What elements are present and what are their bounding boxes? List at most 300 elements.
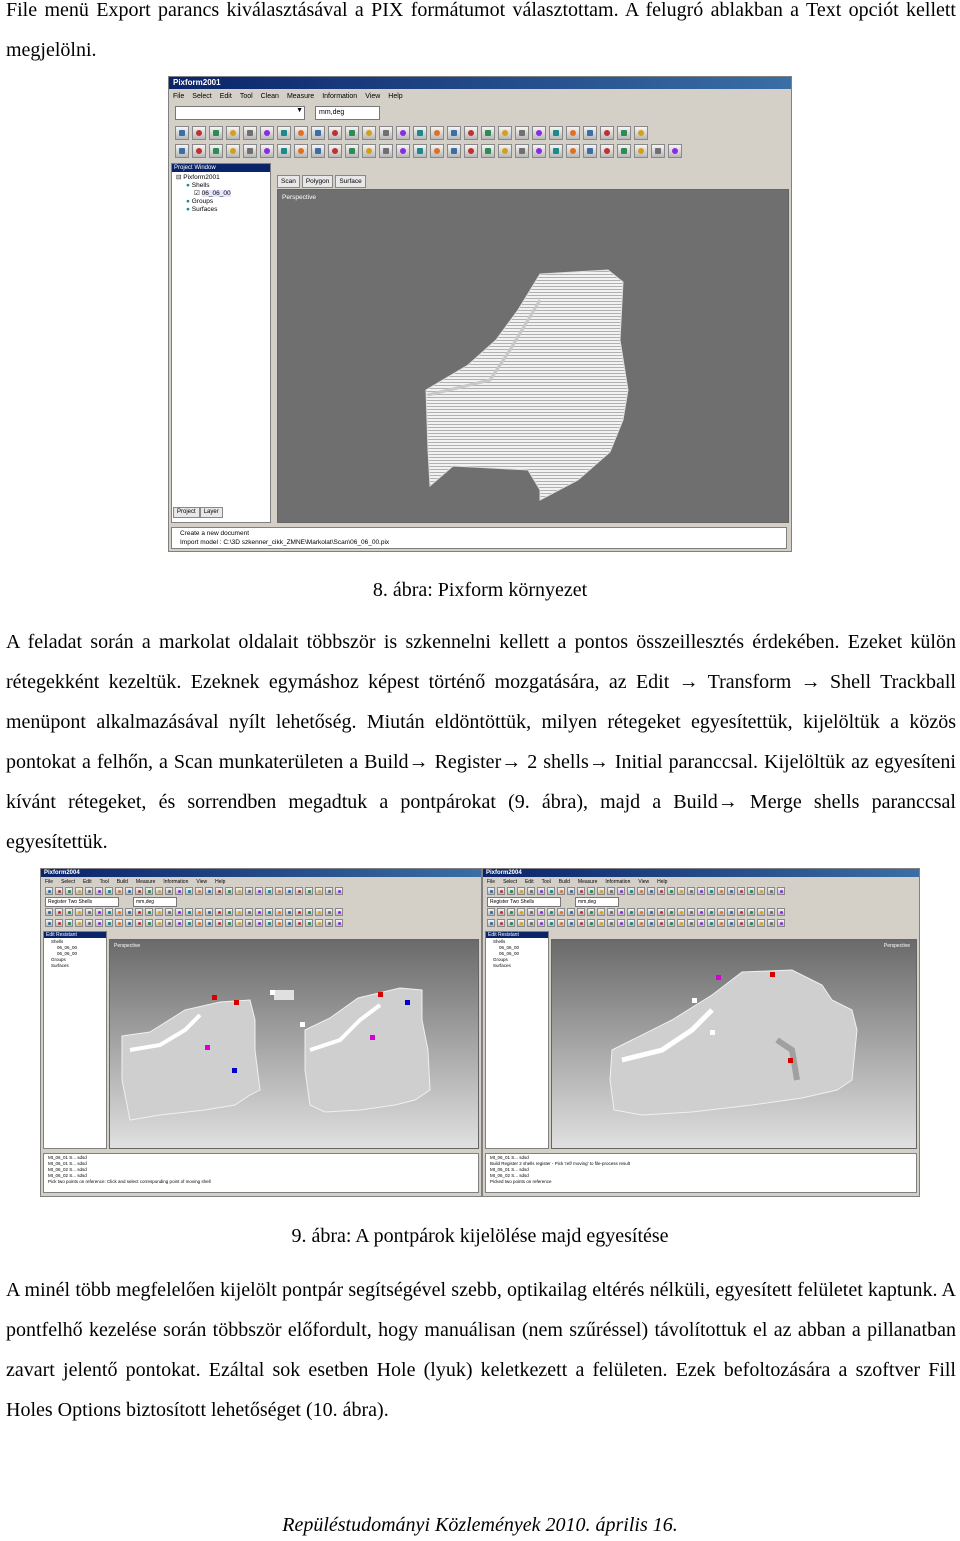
- toolbar-button[interactable]: [285, 908, 293, 916]
- toolbar-button[interactable]: [697, 919, 705, 927]
- toolbar-button[interactable]: [687, 887, 695, 895]
- toolbar-button[interactable]: [115, 908, 123, 916]
- toolbar-button[interactable]: [265, 887, 273, 895]
- toolbar-button[interactable]: [767, 908, 775, 916]
- toolbar-button[interactable]: [657, 919, 665, 927]
- toolbar-button[interactable]: [667, 908, 675, 916]
- toolbar-button[interactable]: [677, 887, 685, 895]
- menu-item-measure[interactable]: Measure: [577, 879, 598, 885]
- toolbar-button[interactable]: [275, 908, 283, 916]
- toolbar-button[interactable]: [311, 144, 325, 158]
- toolbar-button[interactable]: [335, 919, 343, 927]
- toolbar-button[interactable]: [75, 919, 83, 927]
- toolbar-button[interactable]: [747, 908, 755, 916]
- units-combo[interactable]: [175, 106, 305, 120]
- toolbar-button[interactable]: [192, 144, 206, 158]
- toolbar-button[interactable]: [600, 144, 614, 158]
- toolbar-button[interactable]: [245, 908, 253, 916]
- toolbar-button[interactable]: [687, 908, 695, 916]
- toolbar-button[interactable]: [687, 919, 695, 927]
- point-marker[interactable]: [692, 998, 697, 1003]
- toolbar-button[interactable]: [115, 919, 123, 927]
- menu-item-file[interactable]: File: [173, 93, 185, 100]
- toolbar-button[interactable]: [567, 887, 575, 895]
- toolbar-button[interactable]: [677, 919, 685, 927]
- toolbar-button[interactable]: [305, 919, 313, 927]
- point-marker[interactable]: [270, 990, 275, 995]
- toolbar-button[interactable]: [517, 919, 525, 927]
- menu-item-build[interactable]: Build: [116, 879, 128, 885]
- toolbar-button[interactable]: [192, 126, 206, 140]
- toolbar-button[interactable]: [328, 126, 342, 140]
- toolbar-button[interactable]: [215, 908, 223, 916]
- tree-item[interactable]: ⊟ Pixform2001: [176, 174, 220, 181]
- toolbar-button[interactable]: [707, 908, 715, 916]
- toolbar-button[interactable]: [255, 908, 263, 916]
- tab-layer[interactable]: Layer: [200, 507, 223, 518]
- toolbar-button[interactable]: [627, 908, 635, 916]
- toolbar-button[interactable]: [487, 919, 495, 927]
- toolbar-button[interactable]: [607, 919, 615, 927]
- menu-item-measure[interactable]: Measure: [135, 879, 156, 885]
- toolbar-button[interactable]: [498, 144, 512, 158]
- toolbar-button[interactable]: [294, 126, 308, 140]
- tab-surface[interactable]: Surface: [335, 175, 365, 188]
- units-field[interactable]: mm,deg: [315, 106, 380, 120]
- perspective-viewport[interactable]: [277, 189, 789, 523]
- menu-item-tool[interactable]: Tool: [99, 879, 109, 885]
- toolbar-button[interactable]: [328, 144, 342, 158]
- toolbar-button[interactable]: [65, 908, 73, 916]
- toolbar-button[interactable]: [275, 887, 283, 895]
- toolbar-button[interactable]: [487, 887, 495, 895]
- toolbar-button[interactable]: [305, 908, 313, 916]
- menu-item-select[interactable]: Select: [61, 879, 75, 885]
- toolbar-button[interactable]: [717, 887, 725, 895]
- toolbar-button[interactable]: [757, 908, 765, 916]
- point-marker[interactable]: [710, 1030, 715, 1035]
- toolbar-button[interactable]: [547, 908, 555, 916]
- point-marker[interactable]: [300, 1022, 305, 1027]
- menu-item-edit[interactable]: Edit: [219, 93, 232, 100]
- toolbar-button[interactable]: [481, 144, 495, 158]
- toolbar-button[interactable]: [464, 126, 478, 140]
- toolbar-button[interactable]: [497, 919, 505, 927]
- menu-item-information[interactable]: Information: [163, 879, 189, 885]
- toolbar-button[interactable]: [315, 908, 323, 916]
- toolbar-button[interactable]: [677, 908, 685, 916]
- toolbar-button[interactable]: [260, 126, 274, 140]
- toolbar-button[interactable]: [85, 887, 93, 895]
- toolbar-button[interactable]: [617, 887, 625, 895]
- toolbar-button[interactable]: [277, 126, 291, 140]
- toolbar-button[interactable]: [362, 144, 376, 158]
- tree-item[interactable]: ● Shells: [186, 182, 210, 189]
- toolbar-button[interactable]: [707, 887, 715, 895]
- toolbar-button[interactable]: [155, 887, 163, 895]
- toolbar-button[interactable]: [634, 144, 648, 158]
- toolbar-button[interactable]: [245, 887, 253, 895]
- toolbar-button[interactable]: [362, 126, 376, 140]
- perspective-viewport[interactable]: [551, 939, 917, 1149]
- menu-item-build[interactable]: Build: [558, 879, 570, 885]
- menu-item-help[interactable]: Help: [215, 879, 226, 885]
- toolbar-button[interactable]: [777, 887, 785, 895]
- toolbar-button[interactable]: [757, 919, 765, 927]
- tree-item[interactable]: 06_06_00: [499, 945, 520, 950]
- toolbar-button[interactable]: [747, 887, 755, 895]
- toolbar-button[interactable]: [667, 919, 675, 927]
- toolbar-button[interactable]: [707, 919, 715, 927]
- toolbar-button[interactable]: [557, 887, 565, 895]
- toolbar-button[interactable]: [215, 919, 223, 927]
- tree-item[interactable]: ● Surfaces: [186, 206, 218, 213]
- toolbar-button[interactable]: [260, 144, 274, 158]
- toolbar-button[interactable]: [607, 887, 615, 895]
- toolbar-button[interactable]: [757, 887, 765, 895]
- toolbar-button[interactable]: [497, 887, 505, 895]
- toolbar-button[interactable]: [85, 908, 93, 916]
- toolbar-button[interactable]: [165, 919, 173, 927]
- toolbar-button[interactable]: [115, 887, 123, 895]
- toolbar-button[interactable]: [305, 887, 313, 895]
- toolbar-button[interactable]: [145, 919, 153, 927]
- toolbar-button[interactable]: [55, 887, 63, 895]
- tab-project[interactable]: Project: [173, 507, 200, 518]
- toolbar-button[interactable]: [145, 908, 153, 916]
- point-marker[interactable]: [370, 1035, 375, 1040]
- tree-item[interactable]: 06_06_00: [57, 951, 78, 956]
- menu-item-measure[interactable]: Measure: [286, 93, 315, 100]
- toolbar-button[interactable]: [627, 919, 635, 927]
- toolbar-button[interactable]: [637, 919, 645, 927]
- toolbar-button[interactable]: [717, 908, 725, 916]
- toolbar-button[interactable]: [727, 919, 735, 927]
- toolbar-button[interactable]: [447, 144, 461, 158]
- toolbar-button[interactable]: [697, 908, 705, 916]
- menu-item-select[interactable]: Select: [503, 879, 517, 885]
- toolbar-button[interactable]: [209, 144, 223, 158]
- tree-item[interactable]: 06_06_00: [499, 951, 520, 956]
- toolbar-button[interactable]: [294, 144, 308, 158]
- menu-item-view[interactable]: View: [638, 879, 650, 885]
- toolbar-button[interactable]: [537, 887, 545, 895]
- toolbar-button[interactable]: [311, 126, 325, 140]
- toolbar-button[interactable]: [135, 908, 143, 916]
- toolbar-button[interactable]: [45, 908, 53, 916]
- tree-item[interactable]: ☑ 06_06_00: [194, 190, 231, 197]
- point-marker[interactable]: [716, 975, 721, 980]
- toolbar-button[interactable]: [335, 908, 343, 916]
- toolbar-button[interactable]: [225, 887, 233, 895]
- toolbar-button[interactable]: [557, 908, 565, 916]
- toolbar-button[interactable]: [45, 887, 53, 895]
- toolbar-button[interactable]: [527, 919, 535, 927]
- toolbar-button[interactable]: [647, 919, 655, 927]
- tree-item[interactable]: Surfaces: [493, 963, 511, 968]
- toolbar-button[interactable]: [413, 126, 427, 140]
- point-marker[interactable]: [770, 972, 775, 977]
- toolbar-button[interactable]: [537, 919, 545, 927]
- toolbar-button[interactable]: [566, 126, 580, 140]
- toolbar-button[interactable]: [637, 887, 645, 895]
- toolbar-button[interactable]: [165, 908, 173, 916]
- tab-polygon[interactable]: Polygon: [302, 175, 334, 188]
- menu-item-clean[interactable]: Clean: [260, 93, 279, 100]
- toolbar-button[interactable]: [195, 887, 203, 895]
- menu-item-information[interactable]: Information: [605, 879, 631, 885]
- toolbar-button[interactable]: [717, 919, 725, 927]
- toolbar-button[interactable]: [243, 144, 257, 158]
- tree-item[interactable]: Shells: [51, 939, 64, 944]
- toolbar-button[interactable]: [637, 908, 645, 916]
- menu-item-select[interactable]: Select: [192, 93, 212, 100]
- toolbar-button[interactable]: [175, 919, 183, 927]
- tree-item[interactable]: Groups: [51, 957, 66, 962]
- toolbar-button[interactable]: [315, 919, 323, 927]
- point-marker[interactable]: [405, 1000, 410, 1005]
- toolbar-button[interactable]: [396, 144, 410, 158]
- point-marker[interactable]: [378, 992, 383, 997]
- toolbar-button[interactable]: [205, 908, 213, 916]
- toolbar-button[interactable]: [566, 144, 580, 158]
- toolbar-button[interactable]: [245, 919, 253, 927]
- toolbar-button[interactable]: [225, 908, 233, 916]
- point-marker[interactable]: [234, 1000, 239, 1005]
- toolbar-button[interactable]: [396, 126, 410, 140]
- toolbar-button[interactable]: [537, 908, 545, 916]
- toolbar-button[interactable]: [577, 908, 585, 916]
- toolbar-button[interactable]: [325, 908, 333, 916]
- toolbar-button[interactable]: [497, 908, 505, 916]
- toolbar-button[interactable]: [135, 887, 143, 895]
- toolbar-button[interactable]: [95, 887, 103, 895]
- tree-item[interactable]: 06_06_00: [57, 945, 78, 950]
- toolbar-button[interactable]: [215, 887, 223, 895]
- toolbar-button[interactable]: [597, 908, 605, 916]
- toolbar-button[interactable]: [195, 908, 203, 916]
- toolbar-button[interactable]: [667, 887, 675, 895]
- toolbar-button[interactable]: [532, 126, 546, 140]
- toolbar-button[interactable]: [295, 887, 303, 895]
- toolbar-button[interactable]: [517, 887, 525, 895]
- toolbar-button[interactable]: [617, 144, 631, 158]
- toolbar-button[interactable]: [727, 887, 735, 895]
- toolbar-button[interactable]: [647, 887, 655, 895]
- toolbar-button[interactable]: [105, 908, 113, 916]
- toolbar-button[interactable]: [75, 887, 83, 895]
- toolbar-button[interactable]: [235, 908, 243, 916]
- toolbar-button[interactable]: [45, 919, 53, 927]
- toolbar-button[interactable]: [255, 887, 263, 895]
- toolbar-button[interactable]: [335, 887, 343, 895]
- toolbar-button[interactable]: [737, 908, 745, 916]
- menu-item-help[interactable]: Help: [388, 93, 403, 100]
- toolbar-button[interactable]: [295, 919, 303, 927]
- toolbar-button[interactable]: [464, 144, 478, 158]
- toolbar-button[interactable]: [195, 919, 203, 927]
- toolbar-button[interactable]: [277, 144, 291, 158]
- toolbar-button[interactable]: [325, 919, 333, 927]
- toolbar-button[interactable]: [657, 887, 665, 895]
- toolbar-button[interactable]: [737, 887, 745, 895]
- toolbar-button[interactable]: [517, 908, 525, 916]
- command-combo[interactable]: Register Two Shells: [487, 897, 561, 907]
- toolbar-button[interactable]: [557, 919, 565, 927]
- toolbar-button[interactable]: [55, 919, 63, 927]
- toolbar-button[interactable]: [617, 908, 625, 916]
- menu-item-help[interactable]: Help: [657, 879, 668, 885]
- toolbar-button[interactable]: [600, 126, 614, 140]
- toolbar-button[interactable]: [135, 919, 143, 927]
- toolbar-button[interactable]: [647, 908, 655, 916]
- toolbar-button[interactable]: [515, 144, 529, 158]
- toolbar-button[interactable]: [285, 919, 293, 927]
- menu-item-tool[interactable]: Tool: [239, 93, 253, 100]
- toolbar-button[interactable]: [597, 887, 605, 895]
- toolbar-button[interactable]: [175, 887, 183, 895]
- toolbar-button[interactable]: [549, 126, 563, 140]
- toolbar-button[interactable]: [225, 919, 233, 927]
- toolbar-button[interactable]: [597, 919, 605, 927]
- tree-item[interactable]: ● Groups: [186, 198, 214, 205]
- toolbar-button[interactable]: [577, 887, 585, 895]
- toolbar-button[interactable]: [430, 144, 444, 158]
- toolbar-button[interactable]: [657, 908, 665, 916]
- menu-item-view[interactable]: View: [365, 93, 381, 100]
- toolbar-button[interactable]: [325, 887, 333, 895]
- toolbar-button[interactable]: [315, 887, 323, 895]
- toolbar-button[interactable]: [532, 144, 546, 158]
- toolbar-button[interactable]: [727, 908, 735, 916]
- toolbar-button[interactable]: [125, 887, 133, 895]
- toolbar-button[interactable]: [430, 126, 444, 140]
- toolbar-button[interactable]: [413, 144, 427, 158]
- toolbar-button[interactable]: [617, 919, 625, 927]
- toolbar-button[interactable]: [587, 887, 595, 895]
- menu-item-edit[interactable]: Edit: [82, 879, 92, 885]
- toolbar-button[interactable]: [205, 887, 213, 895]
- toolbar-button[interactable]: [145, 887, 153, 895]
- toolbar-button[interactable]: [105, 919, 113, 927]
- toolbar-button[interactable]: [587, 919, 595, 927]
- menu-item-file[interactable]: File: [45, 879, 54, 885]
- toolbar-button[interactable]: [567, 919, 575, 927]
- toolbar-button[interactable]: [577, 919, 585, 927]
- toolbar-button[interactable]: [527, 887, 535, 895]
- toolbar-button[interactable]: [447, 126, 461, 140]
- toolbar-button[interactable]: [155, 908, 163, 916]
- toolbar-button[interactable]: [95, 908, 103, 916]
- menu-item-file[interactable]: File: [487, 879, 496, 885]
- toolbar-button[interactable]: [185, 908, 193, 916]
- toolbar-button[interactable]: [65, 919, 73, 927]
- menu-item-edit[interactable]: Edit: [524, 879, 534, 885]
- toolbar-button[interactable]: [125, 919, 133, 927]
- toolbar-button[interactable]: [777, 908, 785, 916]
- toolbar-button[interactable]: [617, 126, 631, 140]
- menu-item-view[interactable]: View: [196, 879, 208, 885]
- toolbar-button[interactable]: [85, 919, 93, 927]
- toolbar-button[interactable]: [697, 887, 705, 895]
- command-combo[interactable]: Register Two Shells: [45, 897, 119, 907]
- toolbar-button[interactable]: [583, 126, 597, 140]
- toolbar-button[interactable]: [125, 908, 133, 916]
- toolbar-button[interactable]: [767, 887, 775, 895]
- toolbar-button[interactable]: [507, 908, 515, 916]
- toolbar-button[interactable]: [75, 908, 83, 916]
- toolbar-button[interactable]: [547, 887, 555, 895]
- toolbar-button[interactable]: [175, 144, 189, 158]
- toolbar-button[interactable]: [265, 908, 273, 916]
- toolbar-button[interactable]: [235, 887, 243, 895]
- toolbar-button[interactable]: [379, 144, 393, 158]
- toolbar-button[interactable]: [275, 919, 283, 927]
- toolbar-button[interactable]: [527, 908, 535, 916]
- toolbar-button[interactable]: [155, 919, 163, 927]
- toolbar-button[interactable]: [205, 919, 213, 927]
- toolbar-button[interactable]: [345, 144, 359, 158]
- toolbar-button[interactable]: [515, 126, 529, 140]
- toolbar-button[interactable]: [567, 908, 575, 916]
- units-field[interactable]: mm,deg: [133, 897, 177, 907]
- toolbar-button[interactable]: [549, 144, 563, 158]
- toolbar-button[interactable]: [209, 126, 223, 140]
- point-marker[interactable]: [788, 1058, 793, 1063]
- tree-item[interactable]: Shells: [493, 939, 506, 944]
- toolbar-button[interactable]: [185, 919, 193, 927]
- toolbar-button[interactable]: [607, 908, 615, 916]
- tab-scan[interactable]: Scan: [277, 175, 300, 188]
- toolbar-button[interactable]: [345, 126, 359, 140]
- toolbar-button[interactable]: [498, 126, 512, 140]
- tree-item[interactable]: Surfaces: [51, 963, 69, 968]
- toolbar-button[interactable]: [65, 887, 73, 895]
- menu-item-information[interactable]: Information: [322, 93, 358, 100]
- perspective-viewport[interactable]: [109, 939, 479, 1149]
- toolbar-button[interactable]: [379, 126, 393, 140]
- point-marker[interactable]: [232, 1068, 237, 1073]
- toolbar-button[interactable]: [487, 908, 495, 916]
- toolbar-button[interactable]: [185, 887, 193, 895]
- toolbar-button[interactable]: [105, 887, 113, 895]
- toolbar-button[interactable]: [634, 126, 648, 140]
- toolbar-button[interactable]: [265, 919, 273, 927]
- menu-item-tool[interactable]: Tool: [541, 879, 551, 885]
- toolbar-button[interactable]: [226, 126, 240, 140]
- toolbar-button[interactable]: [55, 908, 63, 916]
- toolbar-button[interactable]: [295, 908, 303, 916]
- toolbar-button[interactable]: [226, 144, 240, 158]
- toolbar-button[interactable]: [235, 919, 243, 927]
- toolbar-button[interactable]: [165, 887, 173, 895]
- toolbar-button[interactable]: [547, 919, 555, 927]
- toolbar-button[interactable]: [587, 908, 595, 916]
- toolbar-button[interactable]: [481, 126, 495, 140]
- toolbar-button[interactable]: [255, 919, 263, 927]
- toolbar-button[interactable]: [285, 887, 293, 895]
- point-marker[interactable]: [205, 1045, 210, 1050]
- toolbar-button[interactable]: [507, 887, 515, 895]
- toolbar-button[interactable]: [651, 144, 665, 158]
- toolbar-button[interactable]: [747, 919, 755, 927]
- toolbar-button[interactable]: [175, 126, 189, 140]
- toolbar-button[interactable]: [737, 919, 745, 927]
- units-field[interactable]: mm,deg: [575, 897, 619, 907]
- toolbar-button[interactable]: [767, 919, 775, 927]
- toolbar-button[interactable]: [627, 887, 635, 895]
- tree-item[interactable]: Groups: [493, 957, 508, 962]
